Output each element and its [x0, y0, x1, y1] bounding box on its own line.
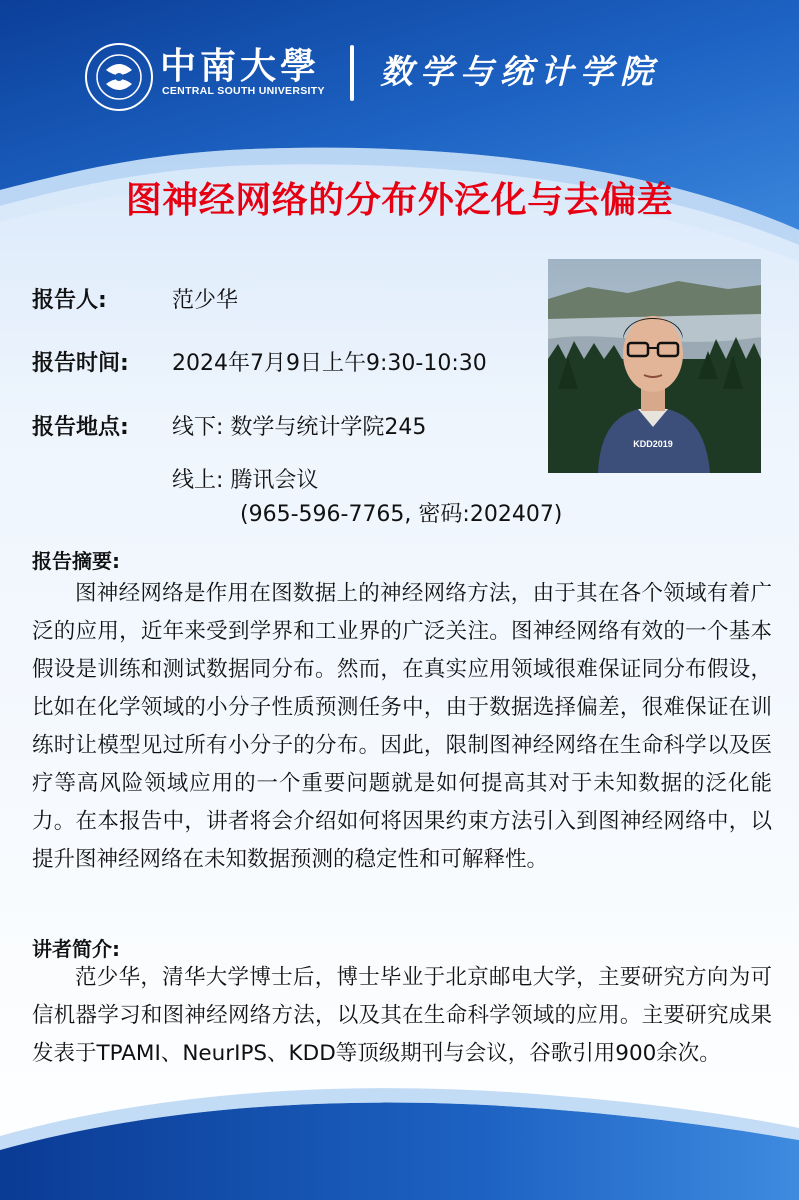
time-label: 报告时间:: [32, 351, 129, 376]
meeting-info: (965-596-7765, 密码:202407): [240, 502, 563, 527]
header-divider: [350, 45, 354, 101]
location-label: 报告地点:: [32, 415, 129, 440]
university-name-cn: 中南大學: [160, 45, 321, 87]
bio-heading: 讲者简介:: [32, 937, 120, 961]
bio-body: 范少华，清华大学博士后，博士毕业于北京邮电大学，主要研究方向为可信机器学习和图神经网络方法，以及其在生命科学领域的应用。主要研究成果发表于TPAMI、NeurIPS、KDD等顶级期刊与会议，谷歌引用900余次。: [32, 965, 772, 1066]
university-emblem-icon: [84, 42, 154, 112]
university-name-en: CENTRAL SOUTH UNIVERSITY: [162, 85, 325, 97]
speaker-label: 报告人:: [32, 288, 107, 313]
location-offline: 线下: 数学与统计学院245: [172, 415, 427, 440]
talk-title: 图神经网络的分布外泛化与去偏差: [125, 180, 674, 221]
time-value: 2024年7月9日上午9:30-10:30: [172, 351, 487, 376]
speaker-photo: [548, 259, 761, 473]
abstract-heading: 报告摘要:: [32, 549, 120, 573]
speaker-value: 范少华: [172, 288, 239, 313]
shirt-text: KDD2019: [633, 439, 673, 449]
school-name: 数学与统计学院: [380, 52, 660, 91]
location-online: 线上: 腾讯会议: [172, 468, 319, 493]
abstract-body: 图神经网络是作用在图数据上的神经网络方法，由于其在各个领域有着广泛的应用，近年来受到学界和工业界的广泛关注。图神经网络有效的一个基本假设是训练和测试数据同分布。然而，在真实应用领域很难保证同分布假设，比如在化学领域的小分子性质预测任务中，由于数据选择偏差，很难保证在训练时让模型见过所有小分子的分布。因此，限制图神经网络在生命科学以及医疗等高风险领域应用的一个重要问题就是如何提高其对于未知数据的泛化能力。在本报告中，讲者将会介绍如何将因果约束方法引入到图神经网络中，以提升图神经网络在未知数据预测的稳定性和可解释性。: [32, 581, 772, 872]
